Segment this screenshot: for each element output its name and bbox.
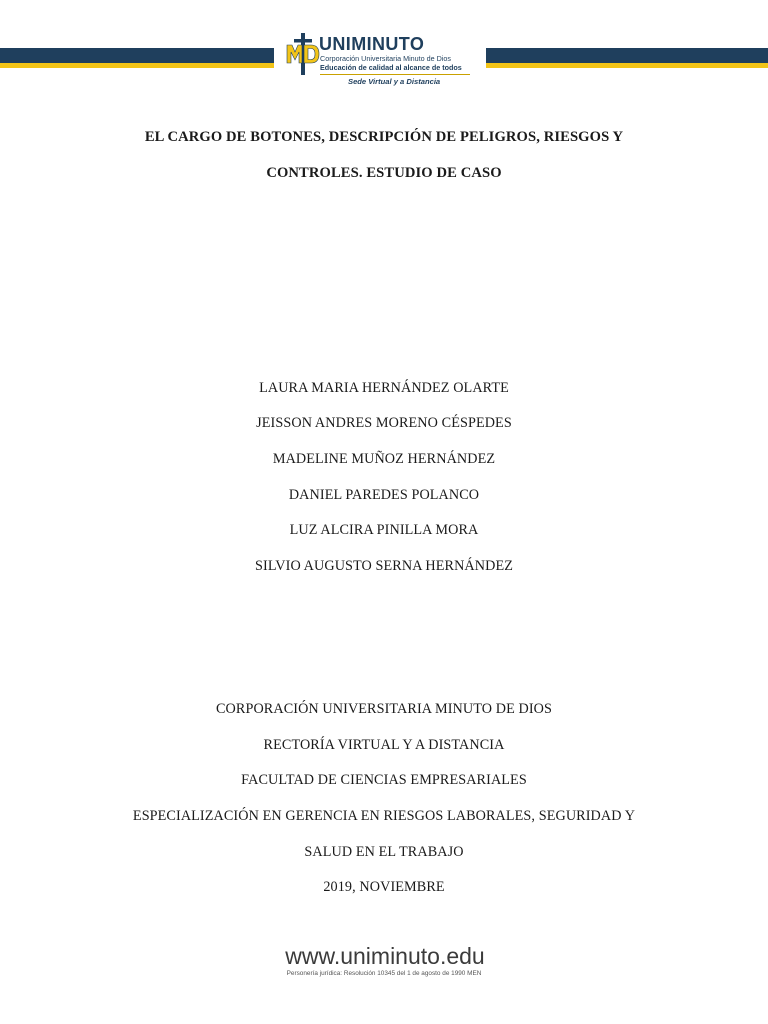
footer-url: www.uniminuto.edu [285,943,485,969]
logo-tagline: Educación de calidad al alcance de todos [320,63,462,72]
header-band-gold-stripe [0,63,274,68]
logo-divider [320,74,470,75]
uniminuto-monogram-icon [286,33,320,77]
title-line-1: EL CARGO DE BOTONES, DESCRIPCIÓN DE PELIGROS, RIESGOS Y [144,129,624,145]
author-name: LAURA MARIA HERNÁNDEZ OLARTE [259,380,509,396]
institution-line: CORPORACIÓN UNIVERSITARIA MINUTO DE DIOS [215,701,553,717]
header-band-navy-stripe [486,48,768,63]
institution-line: RECTORÍA VIRTUAL Y A DISTANCIA [263,737,505,753]
author-name: LUZ ALCIRA PINILLA MORA [289,522,479,538]
header-band-navy-stripe [0,48,274,63]
footer-legal-note: Personería jurídica: Resolución 10345 del 1 de agosto de 1990 MEN [286,970,482,977]
header-band-right [486,48,768,70]
header-band-left [0,48,274,70]
logo-sede: Sede Virtual y a Distancia [348,77,441,86]
author-name: SILVIO AUGUSTO SERNA HERNÁNDEZ [255,558,513,574]
institution-line: SALUD EN EL TRABAJO [304,844,464,860]
author-name: DANIEL PAREDES POLANCO [288,487,480,503]
author-name: MADELINE MUÑOZ HERNÁNDEZ [272,451,496,467]
title-line-2: CONTROLES. ESTUDIO DE CASO [266,165,502,181]
logo-subtitle: Corporación Universitaria Minuto de Dios [320,54,452,63]
logo-brand-name: UNIMINUTO [319,34,425,54]
institution-line: FACULTAD DE CIENCIAS EMPRESARIALES [241,772,527,788]
institution-line: ESPECIALIZACIÓN EN GERENCIA EN RIESGOS LABORALES, SEGURIDAD Y [132,808,636,824]
header-band-gold-stripe [486,63,768,68]
uniminuto-logo [286,33,482,89]
date-line: 2019, NOVIEMBRE [323,879,445,895]
author-name: JEISSON ANDRES MORENO CÉSPEDES [256,415,512,431]
